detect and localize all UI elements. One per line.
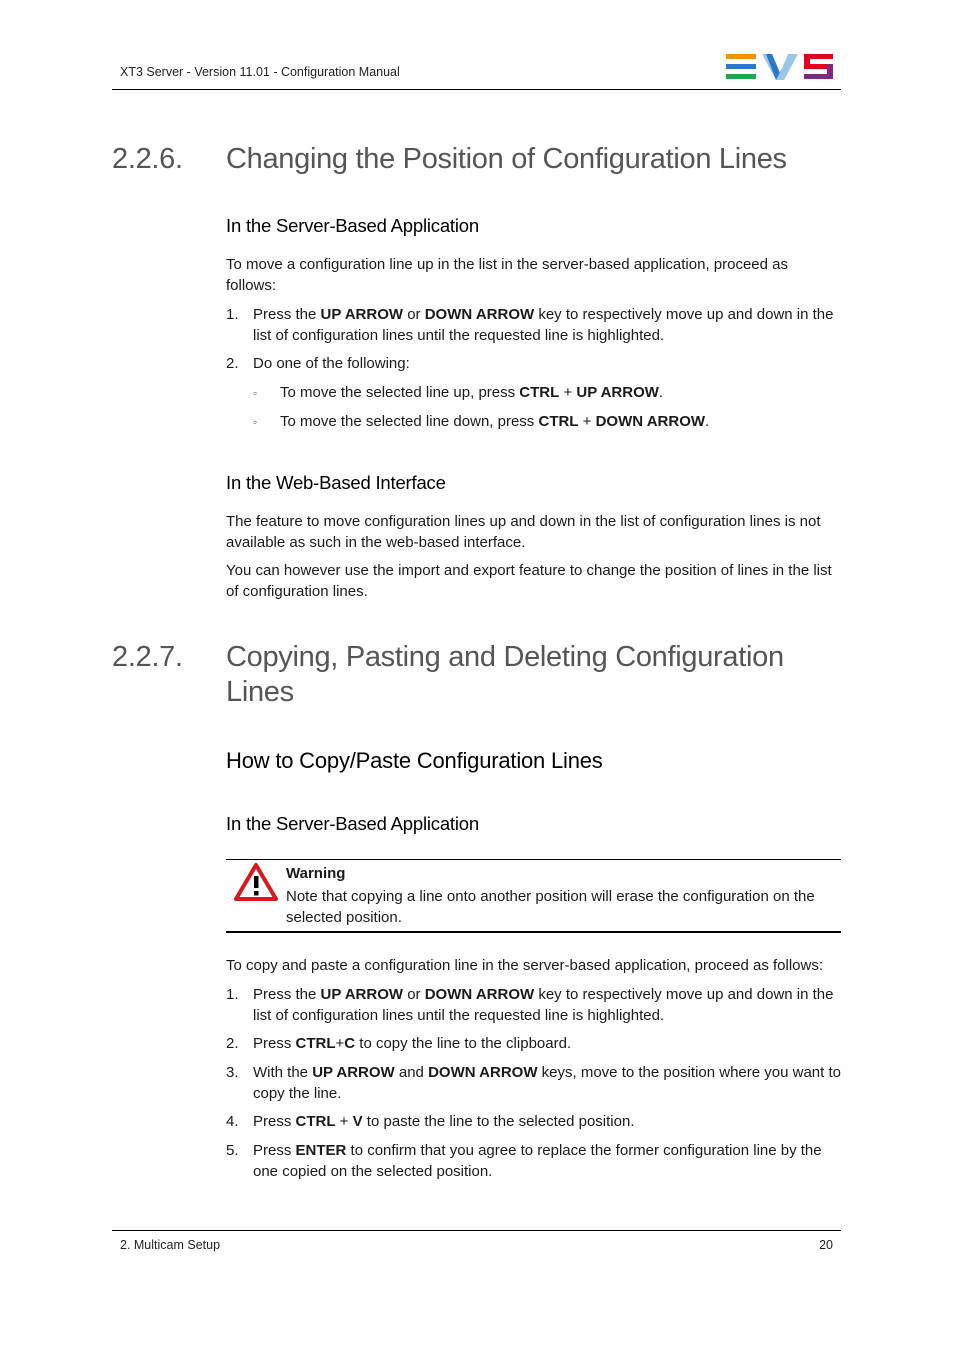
section-title: Copying, Pasting and Deleting Configuration Lines [226,641,784,708]
key-name: UP ARROW [320,306,404,323]
warning-icon [233,862,279,902]
section-heading-2-2-6 [112,142,852,178]
key-name: UP ARROW [320,986,404,1003]
paragraph: To copy and paste a configuration line in the server-based application, proceed as follows: [226,957,824,974]
key-name: UP ARROW [312,1064,395,1081]
key-name: CTRL [295,1113,336,1130]
page-number: 20 [819,1238,833,1252]
list-item: 2. Do one of the following: [226,355,410,372]
paragraph: The feature to move configuration lines up and down in the list of configuration lines is not available as such in the web-based interface. [226,513,821,551]
key-name: DOWN ARROW [428,1064,538,1081]
section-number: 2.2.6. [112,143,183,175]
key-name: CTRL [538,413,579,430]
warning-bottom-rule [226,931,841,933]
warning-label: Warning [286,865,346,882]
subheading-server-based: In the Server-Based Application [226,215,479,236]
list-item: 2. Press CTRL+C to copy the line to the clipboard. [226,1035,572,1052]
key-name: DOWN ARROW [595,413,706,430]
paragraph: To move a configuration line up in the list in the server-based application, proceed as follows: [226,256,788,294]
warning-top-rule [226,859,841,860]
list-item: 5. Press ENTER to confirm that you agree to replace the former configuration line by the one copied on the selected position. [226,1142,822,1180]
header-rule [112,89,841,90]
warning-text: Note that copying a line onto another position will erase the configuration on the selected position. [286,888,815,926]
bullet-item: ◦ To move the selected line down, press CTRL + DOWN ARROW. [253,412,843,433]
bullet-mark: ◦ [253,386,258,400]
key-name: CTRL [519,384,560,401]
footer-rule [112,1230,841,1231]
subheading-server-based: In the Server-Based Application [226,813,479,834]
list-item: 3. With the UP ARROW and DOWN ARROW keys, move to the position where you want to copy the line. [226,1064,841,1102]
list-item: 1. Press the UP ARROW or DOWN ARROW key to respectively move up and down in the list of configuration lines until the requested line is highlighted. [226,306,834,344]
section-number: 2.2.7. [112,641,183,673]
bullet-mark: ◦ [253,415,258,429]
key-name: DOWN ARROW [424,986,535,1003]
subheading-web-based: In the Web-Based Interface [226,472,446,493]
key-name: UP ARROW [576,384,659,401]
list-item: 1. Press the UP ARROW or DOWN ARROW key to respectively move up and down in the list of configuration lines until the requested line is highlighted. [226,986,834,1024]
paragraph: You can however use the import and export feature to change the position of lines in the list of configuration lines. [226,562,832,600]
section-title: Changing the Position of Configuration Lines [226,143,787,175]
key-name: DOWN ARROW [424,306,535,323]
list-item: 4. Press CTRL + V to paste the line to the selected position. [226,1113,635,1130]
key-name: V [352,1113,363,1130]
running-header: XT3 Server - Version 11.01 - Configuration Manual [120,65,400,79]
section-heading-2-2-7 [112,640,852,712]
footer-section: 2. Multicam Setup [120,1238,221,1252]
key-name: CTRL [295,1035,336,1052]
key-name: C [344,1035,356,1052]
subheading-copy-paste: How to Copy/Paste Configuration Lines [226,748,603,773]
evs-logo [726,53,834,81]
bullet-item: ◦ To move the selected line up, press CTRL + UP ARROW. [253,383,843,404]
key-name: ENTER [295,1142,347,1159]
